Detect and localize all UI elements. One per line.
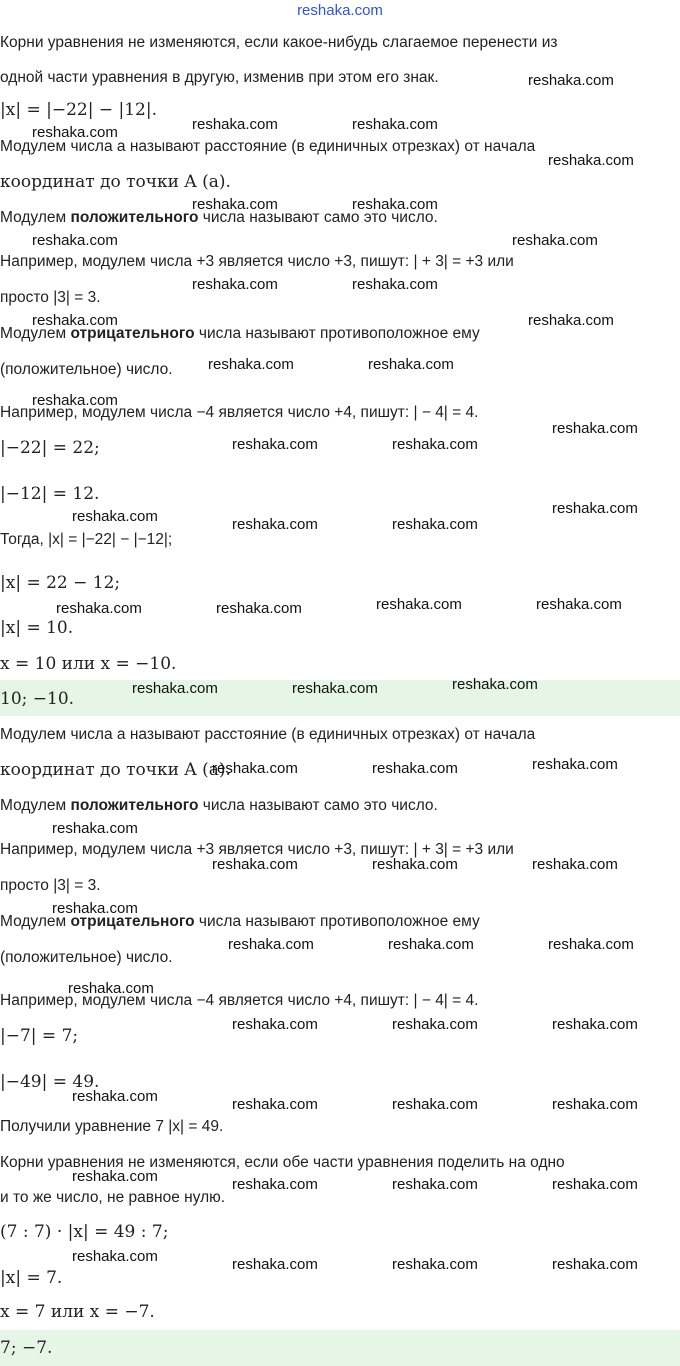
text-line: Модулем отрицательного числа называют противоположное ему — [0, 913, 480, 930]
watermark: reshaka.com — [216, 600, 302, 617]
watermark: reshaka.com — [532, 756, 618, 773]
math-line: |x| = 10. — [0, 618, 74, 638]
watermark: reshaka.com — [32, 124, 118, 141]
watermark: reshaka.com — [52, 900, 138, 917]
math-line: |−49| = 49. — [0, 1072, 100, 1092]
watermark: reshaka.com — [32, 232, 118, 249]
watermark: reshaka.com — [68, 980, 154, 997]
watermark: reshaka.com — [232, 436, 318, 453]
text-line: Модулем числа a называют расстояние (в единичных отрезках) от начала — [0, 138, 536, 155]
answer-text: 10; −10. — [0, 689, 75, 709]
watermark: reshaka.com — [392, 436, 478, 453]
watermark: reshaka.com — [208, 356, 294, 373]
watermark: reshaka.com — [52, 820, 138, 837]
text-line: Например, модулем числа −4 является число +4, пишут: | − 4| = 4. — [0, 404, 479, 421]
math-line: |x| = 22 − 12; — [0, 573, 121, 593]
watermark: reshaka.com — [532, 856, 618, 873]
watermark: reshaka.com — [392, 1256, 478, 1273]
watermark: reshaka.com — [376, 596, 462, 613]
text-line: (положительное) число. — [0, 361, 173, 378]
watermark: reshaka.com — [192, 196, 278, 213]
watermark: reshaka.com — [372, 856, 458, 873]
watermark: reshaka.com — [548, 152, 634, 169]
math-line: |−12| = 12. — [0, 484, 100, 504]
watermark: reshaka.com — [228, 936, 314, 953]
watermark: reshaka.com — [32, 392, 118, 409]
math-line: (7 : 7) · |x| = 49 : 7; — [0, 1222, 169, 1242]
text-line: Модулем положительного числа называют само это число. — [0, 209, 438, 226]
watermark: reshaka.com — [552, 1016, 638, 1033]
math-line: x = 10 или x = −10. — [0, 654, 177, 674]
watermark: reshaka.com — [552, 1176, 638, 1193]
text-line: Корни уравнения не изменяются, если обе части уравнения поделить на одно — [0, 1154, 565, 1171]
watermark: reshaka.com — [232, 516, 318, 533]
text-line: координат до точки A (a). — [0, 172, 231, 192]
watermark: reshaka.com — [192, 116, 278, 133]
watermark: reshaka.com — [512, 232, 598, 249]
text-line: Модулем положительного числа называют само это число. — [0, 797, 438, 814]
text-line: Например, модулем числа +3 является число +3, пишут: | + 3| = +3 или — [0, 841, 514, 858]
watermark: reshaka.com — [72, 1168, 158, 1185]
watermark: reshaka.com — [368, 356, 454, 373]
math-line: |−22| = 22; — [0, 438, 100, 458]
watermark: reshaka.com — [392, 1096, 478, 1113]
text-line: просто |3| = 3. — [0, 289, 101, 306]
text-line: и то же число, не равное нулю. — [0, 1189, 226, 1206]
watermark: reshaka.com — [352, 196, 438, 213]
watermark: reshaka.com — [392, 516, 478, 533]
watermark: reshaka.com — [232, 1016, 318, 1033]
watermark: reshaka.com — [232, 1176, 318, 1193]
text-line: Получили уравнение 7 |x| = 49. — [0, 1118, 224, 1135]
text-line: одной части уравнения в другую, изменив при этом его знак. — [0, 69, 439, 86]
math-line: |x| = |−22| − |12|. — [0, 100, 157, 120]
text-line: Модулем числа a называют расстояние (в единичных отрезках) от начала — [0, 726, 536, 743]
text-line: Например, модулем числа −4 является число +4, пишут: | − 4| = 4. — [0, 992, 479, 1009]
watermark: reshaka.com — [552, 1096, 638, 1113]
math-line: x = 7 или x = −7. — [0, 1302, 155, 1322]
watermark: reshaka.com — [352, 276, 438, 293]
answer-text: 7; −7. — [0, 1338, 53, 1358]
site-header-link[interactable]: reshaka.com — [297, 2, 383, 19]
watermark: reshaka.com — [388, 936, 474, 953]
watermark: reshaka.com — [552, 1256, 638, 1273]
watermark: reshaka.com — [536, 596, 622, 613]
watermark: reshaka.com — [552, 500, 638, 517]
text-line: Тогда, |x| = |−22| − |−12|; — [0, 531, 173, 548]
watermark: reshaka.com — [292, 680, 378, 697]
watermark: reshaka.com — [528, 72, 614, 89]
watermark: reshaka.com — [32, 312, 118, 329]
watermark: reshaka.com — [212, 856, 298, 873]
math-line: |x| = 7. — [0, 1268, 63, 1288]
text-line: Например, модулем числа +3 является число +3, пишут: | + 3| = +3 или — [0, 253, 514, 270]
watermark: reshaka.com — [232, 1096, 318, 1113]
watermark: reshaka.com — [392, 1016, 478, 1033]
watermark: reshaka.com — [392, 1176, 478, 1193]
text-line: координат до точки A (a). — [0, 760, 231, 780]
watermark: reshaka.com — [56, 600, 142, 617]
watermark: reshaka.com — [372, 760, 458, 777]
text-line: просто |3| = 3. — [0, 877, 101, 894]
watermark: reshaka.com — [212, 760, 298, 777]
watermark: reshaka.com — [192, 276, 278, 293]
watermark: reshaka.com — [528, 312, 614, 329]
watermark: reshaka.com — [72, 1248, 158, 1265]
text-line: Корни уравнения не изменяются, если какое-нибудь слагаемое перенести из — [0, 34, 558, 51]
text-line: (положительное) число. — [0, 949, 173, 966]
text-line: Модулем отрицательного числа называют противоположное ему — [0, 325, 480, 342]
watermark: reshaka.com — [72, 1088, 158, 1105]
watermark: reshaka.com — [548, 936, 634, 953]
watermark: reshaka.com — [72, 508, 158, 525]
math-line: |−7| = 7; — [0, 1026, 79, 1046]
watermark: reshaka.com — [452, 676, 538, 693]
watermark: reshaka.com — [552, 420, 638, 437]
watermark: reshaka.com — [132, 680, 218, 697]
watermark: reshaka.com — [352, 116, 438, 133]
watermark: reshaka.com — [232, 1256, 318, 1273]
